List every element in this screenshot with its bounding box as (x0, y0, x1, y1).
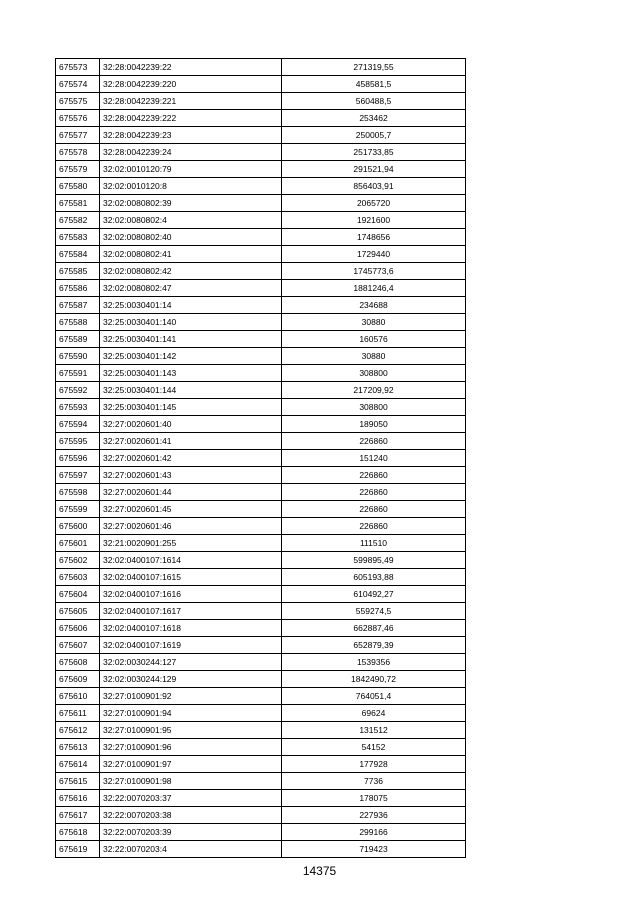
cadastral-number-cell: 32:28:0042239:22 (100, 59, 282, 76)
row-id-cell: 675618 (56, 824, 100, 841)
cadastral-value-cell: 151240 (282, 450, 466, 467)
table-row (56, 297, 466, 314)
cadastral-value-cell: 271319,55 (282, 59, 466, 76)
cadastral-number-cell: 32:02:0080802:47 (100, 280, 282, 297)
row-id-cell: 675601 (56, 535, 100, 552)
cadastral-number-cell: 32:25:0030401:144 (100, 382, 282, 399)
cadastral-number-cell: 32:27:0100901:98 (100, 773, 282, 790)
cadastral-number-cell: 32:02:0030244:127 (100, 654, 282, 671)
row-id-cell: 675616 (56, 790, 100, 807)
cadastral-value-cell: 227936 (282, 807, 466, 824)
cadastral-number-cell: 32:22:0070203:39 (100, 824, 282, 841)
table-row (56, 535, 466, 552)
cadastral-value-cell: 226860 (282, 501, 466, 518)
table-row (56, 807, 466, 824)
cadastral-number-cell: 32:02:0400107:1614 (100, 552, 282, 569)
table-row (56, 756, 466, 773)
table-body (56, 59, 466, 858)
table-row (56, 722, 466, 739)
table-row (56, 739, 466, 756)
table-row (56, 161, 466, 178)
table-row (56, 450, 466, 467)
row-id-cell: 675615 (56, 773, 100, 790)
cadastral-value-cell: 30880 (282, 314, 466, 331)
cadastral-value-cell: 234688 (282, 297, 466, 314)
row-id-cell: 675602 (56, 552, 100, 569)
cadastral-value-cell: 559274,5 (282, 603, 466, 620)
cadastral-value-cell: 662887,46 (282, 620, 466, 637)
cadastral-value-table (55, 58, 466, 858)
row-id-cell: 675617 (56, 807, 100, 824)
row-id-cell: 675586 (56, 280, 100, 297)
cadastral-number-cell: 32:02:0400107:1616 (100, 586, 282, 603)
cadastral-number-cell: 32:25:0030401:14 (100, 297, 282, 314)
page-number: 14375 (302, 864, 337, 878)
table-row (56, 195, 466, 212)
table-row (56, 229, 466, 246)
row-id-cell: 675600 (56, 518, 100, 535)
cadastral-value-cell: 1729440 (282, 246, 466, 263)
cadastral-value-cell: 1748656 (282, 229, 466, 246)
cadastral-value-cell: 308800 (282, 365, 466, 382)
row-id-cell: 675580 (56, 178, 100, 195)
cadastral-number-cell: 32:27:0020601:43 (100, 467, 282, 484)
cadastral-value-cell: 54152 (282, 739, 466, 756)
row-id-cell: 675583 (56, 229, 100, 246)
row-id-cell: 675591 (56, 365, 100, 382)
cadastral-value-cell: 605193,88 (282, 569, 466, 586)
cadastral-value-cell: 2065720 (282, 195, 466, 212)
table-row (56, 263, 466, 280)
row-id-cell: 675579 (56, 161, 100, 178)
table-row (56, 603, 466, 620)
row-id-cell: 675585 (56, 263, 100, 280)
cadastral-value-cell: 1539356 (282, 654, 466, 671)
cadastral-value-cell: 308800 (282, 399, 466, 416)
cadastral-number-cell: 32:02:0080802:42 (100, 263, 282, 280)
cadastral-number-cell: 32:22:0070203:38 (100, 807, 282, 824)
cadastral-value-cell: 30880 (282, 348, 466, 365)
cadastral-value-cell: 1921600 (282, 212, 466, 229)
cadastral-number-cell: 32:02:0400107:1619 (100, 637, 282, 654)
cadastral-value-cell: 189050 (282, 416, 466, 433)
cadastral-number-cell: 32:27:0100901:94 (100, 705, 282, 722)
cadastral-number-cell: 32:28:0042239:221 (100, 93, 282, 110)
cadastral-number-cell: 32:28:0042239:23 (100, 127, 282, 144)
cadastral-value-cell: 178075 (282, 790, 466, 807)
cadastral-value-cell: 226860 (282, 518, 466, 535)
row-id-cell: 675598 (56, 484, 100, 501)
row-id-cell: 675584 (56, 246, 100, 263)
cadastral-number-cell: 32:02:0080802:41 (100, 246, 282, 263)
cadastral-value-cell: 177928 (282, 756, 466, 773)
table-row (56, 586, 466, 603)
row-id-cell: 675608 (56, 654, 100, 671)
table-row (56, 433, 466, 450)
cadastral-number-cell: 32:02:0030244:129 (100, 671, 282, 688)
table-row (56, 637, 466, 654)
cadastral-value-cell: 250005,7 (282, 127, 466, 144)
cadastral-number-cell: 32:02:0080802:4 (100, 212, 282, 229)
table-row (56, 314, 466, 331)
cadastral-value-cell: 226860 (282, 484, 466, 501)
row-id-cell: 675603 (56, 569, 100, 586)
cadastral-value-cell: 69624 (282, 705, 466, 722)
cadastral-value-cell: 111510 (282, 535, 466, 552)
row-id-cell: 675590 (56, 348, 100, 365)
cadastral-number-cell: 32:02:0400107:1618 (100, 620, 282, 637)
cadastral-number-cell: 32:02:0010120:8 (100, 178, 282, 195)
cadastral-number-cell: 32:25:0030401:145 (100, 399, 282, 416)
table-row (56, 144, 466, 161)
cadastral-value-cell: 458581,5 (282, 76, 466, 93)
row-id-cell: 675604 (56, 586, 100, 603)
table-row (56, 705, 466, 722)
table-row (56, 76, 466, 93)
table-row (56, 671, 466, 688)
cadastral-value-cell: 560488,5 (282, 93, 466, 110)
table-row (56, 518, 466, 535)
cadastral-number-cell: 32:22:0070203:4 (100, 841, 282, 858)
table-row (56, 620, 466, 637)
table-row (56, 484, 466, 501)
cadastral-number-cell: 32:27:0020601:41 (100, 433, 282, 450)
cadastral-number-cell: 32:25:0030401:142 (100, 348, 282, 365)
cadastral-number-cell: 32:27:0100901:97 (100, 756, 282, 773)
row-id-cell: 675577 (56, 127, 100, 144)
row-id-cell: 675595 (56, 433, 100, 450)
row-id-cell: 675596 (56, 450, 100, 467)
cadastral-number-cell: 32:25:0030401:143 (100, 365, 282, 382)
table-row (56, 824, 466, 841)
cadastral-value-cell: 856403,91 (282, 178, 466, 195)
cadastral-number-cell: 32:28:0042239:220 (100, 76, 282, 93)
cadastral-value-cell: 1842490,72 (282, 671, 466, 688)
cadastral-number-cell: 32:02:0080802:40 (100, 229, 282, 246)
cadastral-number-cell: 32:02:0400107:1615 (100, 569, 282, 586)
table-row (56, 416, 466, 433)
row-id-cell: 675606 (56, 620, 100, 637)
cadastral-value-cell: 599895,49 (282, 552, 466, 569)
cadastral-number-cell: 32:25:0030401:140 (100, 314, 282, 331)
table-row (56, 654, 466, 671)
cadastral-value-cell: 251733,85 (282, 144, 466, 161)
cadastral-value-cell: 253462 (282, 110, 466, 127)
table-row (56, 93, 466, 110)
table-row (56, 688, 466, 705)
cadastral-number-cell: 32:27:0100901:92 (100, 688, 282, 705)
table-row (56, 127, 466, 144)
cadastral-number-cell: 32:27:0020601:40 (100, 416, 282, 433)
table-row (56, 501, 466, 518)
cadastral-number-cell: 32:25:0030401:141 (100, 331, 282, 348)
cadastral-number-cell: 32:27:0020601:46 (100, 518, 282, 535)
table-row (56, 212, 466, 229)
cadastral-number-cell: 32:02:0080802:39 (100, 195, 282, 212)
row-id-cell: 675588 (56, 314, 100, 331)
cadastral-value-cell: 226860 (282, 433, 466, 450)
cadastral-number-cell: 32:27:0100901:96 (100, 739, 282, 756)
cadastral-number-cell: 32:28:0042239:222 (100, 110, 282, 127)
cadastral-number-cell: 32:02:0400107:1617 (100, 603, 282, 620)
cadastral-value-cell: 226860 (282, 467, 466, 484)
cadastral-number-cell: 32:22:0070203:37 (100, 790, 282, 807)
row-id-cell: 675575 (56, 93, 100, 110)
cadastral-value-cell: 299166 (282, 824, 466, 841)
row-id-cell: 675599 (56, 501, 100, 518)
cadastral-number-cell: 32:27:0020601:45 (100, 501, 282, 518)
table-row (56, 348, 466, 365)
row-id-cell: 675605 (56, 603, 100, 620)
table-row (56, 399, 466, 416)
table-row (56, 841, 466, 858)
table-row (56, 569, 466, 586)
table-row (56, 552, 466, 569)
table-row (56, 773, 466, 790)
cadastral-number-cell: 32:27:0020601:44 (100, 484, 282, 501)
cadastral-value-cell: 652879,39 (282, 637, 466, 654)
table-row (56, 467, 466, 484)
row-id-cell: 675613 (56, 739, 100, 756)
cadastral-value-cell: 719423 (282, 841, 466, 858)
row-id-cell: 675576 (56, 110, 100, 127)
cadastral-value-cell: 7736 (282, 773, 466, 790)
row-id-cell: 675589 (56, 331, 100, 348)
row-id-cell: 675578 (56, 144, 100, 161)
row-id-cell: 675614 (56, 756, 100, 773)
row-id-cell: 675611 (56, 705, 100, 722)
row-id-cell: 675597 (56, 467, 100, 484)
row-id-cell: 675581 (56, 195, 100, 212)
cadastral-number-cell: 32:28:0042239:24 (100, 144, 282, 161)
table-row (56, 331, 466, 348)
cadastral-number-cell: 32:02:0010120:79 (100, 161, 282, 178)
cadastral-value-cell: 291521,94 (282, 161, 466, 178)
row-id-cell: 675610 (56, 688, 100, 705)
row-id-cell: 675593 (56, 399, 100, 416)
table-row (56, 280, 466, 297)
table-row (56, 59, 466, 76)
table-row (56, 790, 466, 807)
row-id-cell: 675607 (56, 637, 100, 654)
row-id-cell: 675594 (56, 416, 100, 433)
cadastral-value-cell: 610492,27 (282, 586, 466, 603)
row-id-cell: 675619 (56, 841, 100, 858)
table-row (56, 246, 466, 263)
cadastral-value-cell: 131512 (282, 722, 466, 739)
cadastral-number-cell: 32:21:0020901:255 (100, 535, 282, 552)
cadastral-value-cell: 1881246,4 (282, 280, 466, 297)
cadastral-number-cell: 32:27:0020601:42 (100, 450, 282, 467)
table-row (56, 178, 466, 195)
row-id-cell: 675574 (56, 76, 100, 93)
row-id-cell: 675609 (56, 671, 100, 688)
row-id-cell: 675573 (56, 59, 100, 76)
row-id-cell: 675612 (56, 722, 100, 739)
table-row (56, 365, 466, 382)
row-id-cell: 675587 (56, 297, 100, 314)
cadastral-value-cell: 160576 (282, 331, 466, 348)
cadastral-number-cell: 32:27:0100901:95 (100, 722, 282, 739)
table-row (56, 110, 466, 127)
table-row (56, 382, 466, 399)
row-id-cell: 675592 (56, 382, 100, 399)
cadastral-value-cell: 217209,92 (282, 382, 466, 399)
cadastral-value-cell: 764051,4 (282, 688, 466, 705)
cadastral-value-cell: 1745773,6 (282, 263, 466, 280)
row-id-cell: 675582 (56, 212, 100, 229)
